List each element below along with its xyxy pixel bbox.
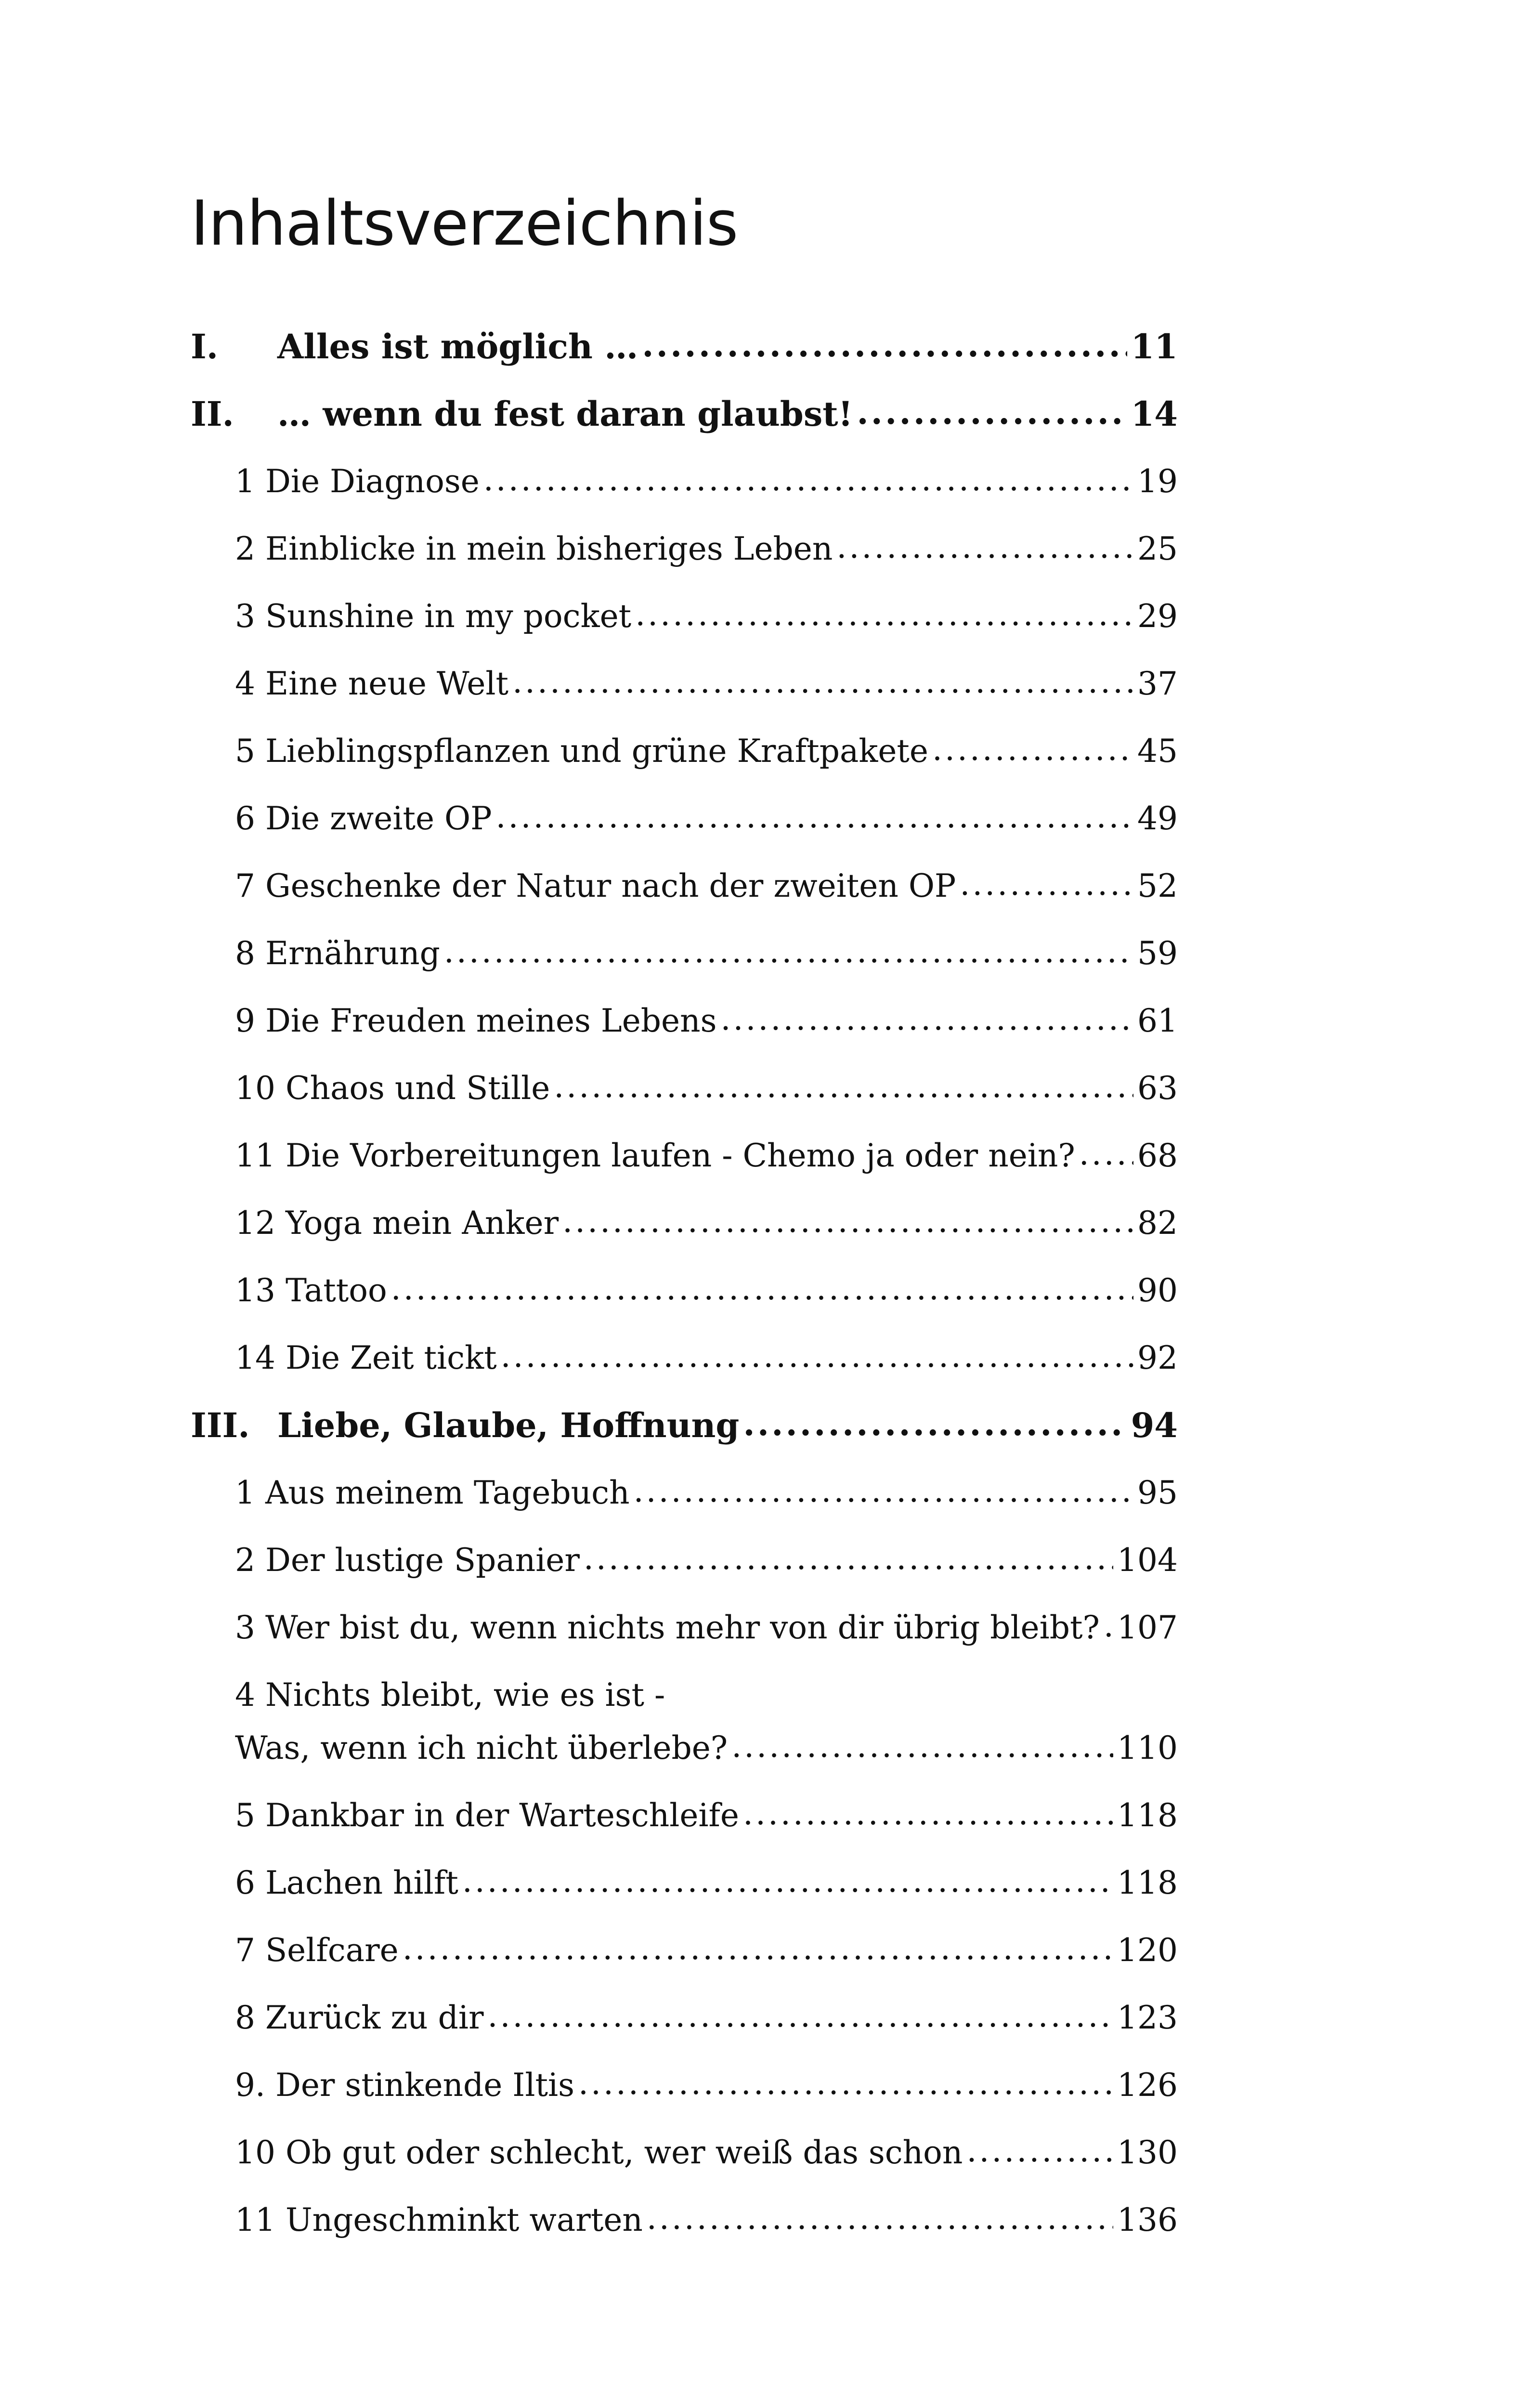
dot-leader — [720, 985, 1133, 1053]
page-number: 110 — [1117, 1729, 1178, 1767]
entry-title: 10 Chaos und Stille — [235, 1070, 550, 1107]
page-number: 52 — [1137, 867, 1178, 904]
dot-leader — [584, 1525, 1113, 1592]
page-number: 126 — [1117, 2067, 1178, 2104]
toc-entry[interactable] — [191, 2119, 1178, 2186]
dot-leader — [444, 918, 1133, 985]
page-number: 61 — [1137, 1002, 1178, 1039]
dot-leader — [391, 1255, 1133, 1322]
entry-title: Alles ist möglich … — [277, 327, 638, 366]
page-number: 19 — [1137, 463, 1178, 500]
page-number: 90 — [1137, 1272, 1178, 1309]
toc-entry[interactable] — [191, 1459, 1178, 1527]
entry-title-continued: Was, wenn ich nicht überlebe? — [235, 1729, 728, 1767]
dot-leader — [403, 1915, 1113, 1982]
dot-leader — [501, 1322, 1133, 1390]
page-number: 45 — [1137, 733, 1178, 770]
entry-title: 3 Wer bist du, wenn nichts mehr von dir übrig bleibt? — [235, 1609, 1100, 1646]
dot-leader — [857, 379, 1127, 446]
toc-entry[interactable] — [191, 1594, 1178, 1662]
toc-entry[interactable] — [191, 1190, 1178, 1257]
entry-title: 9. Der stinkende Iltis — [235, 2067, 574, 2104]
part-number: II. — [191, 394, 234, 434]
page-number: 29 — [1137, 598, 1178, 635]
page-number: 68 — [1137, 1137, 1178, 1174]
entry-title: 14 Die Zeit tickt — [235, 1339, 497, 1376]
page-number: 82 — [1137, 1204, 1178, 1242]
dot-leader — [647, 2185, 1113, 2252]
entry-title: 10 Ob gut oder schlecht, wer weiß das schon — [235, 2134, 963, 2171]
page-number: 136 — [1117, 2201, 1178, 2238]
dot-leader — [634, 1457, 1133, 1525]
toc-entry[interactable] — [191, 1662, 1178, 1782]
dot-leader — [635, 581, 1133, 648]
entry-title: 6 Lachen hilft — [235, 1864, 458, 1901]
page-number: 120 — [1117, 1932, 1178, 1969]
page-number: 95 — [1137, 1474, 1178, 1511]
entry-title: 5 Lieblingspflanzen und grüne Kraftpakete — [235, 733, 928, 770]
page-number: 130 — [1117, 2134, 1178, 2171]
toc-entry[interactable] — [191, 1324, 1178, 1392]
dot-leader — [743, 1390, 1127, 1457]
toc-entry[interactable] — [191, 1392, 1178, 1459]
entry-title: 3 Sunshine in my pocket — [235, 598, 632, 635]
entry-title: 11 Ungeschminkt warten — [235, 2201, 643, 2238]
entry-title: 8 Zurück zu dir — [235, 1999, 484, 2036]
dot-leader — [642, 311, 1127, 379]
page-title: Inhaltsverzeichnis — [191, 188, 738, 260]
toc-entry[interactable] — [191, 2186, 1178, 2254]
part-number: I. — [191, 327, 219, 366]
entry-title: 5 Dankbar in der Warteschleife — [235, 1797, 739, 1834]
page-number: 118 — [1117, 1864, 1178, 1901]
entry-title: 9 Die Freuden meines Lebens — [235, 1002, 717, 1039]
toc-entry[interactable] — [191, 987, 1178, 1055]
page-number: 63 — [1137, 1070, 1178, 1107]
toc-entry[interactable] — [191, 650, 1178, 718]
entry-title: 13 Tattoo — [235, 1272, 387, 1309]
dot-leader — [932, 716, 1133, 783]
dot-leader — [966, 2117, 1113, 2185]
toc-entry[interactable] — [191, 852, 1178, 920]
dot-leader — [496, 783, 1133, 851]
toc-entry[interactable] — [191, 515, 1178, 583]
toc-entry[interactable] — [191, 1984, 1178, 2052]
entry-title: 1 Aus meinem Tagebuch — [235, 1474, 630, 1511]
page-number: 107 — [1117, 1609, 1178, 1646]
entry-title: 7 Geschenke der Natur nach der zweiten OP — [235, 867, 956, 904]
entry-title: 8 Ernährung — [235, 935, 440, 972]
page-number: 25 — [1137, 530, 1178, 567]
page-number: 49 — [1137, 800, 1178, 837]
dot-leader — [743, 1780, 1113, 1847]
page-number: 14 — [1131, 394, 1178, 434]
toc-entry[interactable] — [191, 920, 1178, 987]
part-number: III. — [191, 1405, 250, 1445]
entry-title: 11 Die Vorbereitungen laufen - Chemo ja oder nein? — [235, 1137, 1075, 1174]
dot-leader — [578, 2050, 1113, 2117]
toc-entry[interactable] — [191, 380, 1178, 448]
toc-entry[interactable] — [191, 1527, 1178, 1594]
page-number: 104 — [1117, 1542, 1178, 1579]
dot-leader — [512, 648, 1133, 716]
page-number: 123 — [1117, 1999, 1178, 2036]
toc-entry[interactable] — [191, 2052, 1178, 2119]
dot-leader — [483, 446, 1133, 513]
dot-leader — [488, 1982, 1114, 2050]
toc-entry[interactable] — [191, 785, 1178, 852]
toc-entry[interactable] — [191, 313, 1178, 380]
dot-leader — [731, 1717, 1113, 1775]
toc-entry[interactable] — [191, 1849, 1178, 1917]
entry-title: 2 Einblicke in mein bisheriges Leben — [235, 530, 833, 567]
entry-title: 12 Yoga mein Anker — [235, 1204, 559, 1242]
dot-leader — [1079, 1120, 1133, 1188]
dot-leader — [462, 1847, 1113, 1915]
page-number: 118 — [1117, 1797, 1178, 1834]
entry-title: 6 Die zweite OP — [235, 800, 492, 837]
page-number: 94 — [1131, 1405, 1178, 1445]
page-number: 92 — [1137, 1339, 1178, 1376]
entry-title: … wenn du fest daran glaubst! — [277, 394, 853, 434]
toc-entry[interactable] — [191, 1782, 1178, 1849]
toc-entry[interactable] — [191, 1257, 1178, 1324]
toc-entry[interactable] — [191, 583, 1178, 650]
page-number: 11 — [1131, 327, 1178, 366]
entry-title: 7 Selfcare — [235, 1932, 399, 1969]
dot-leader — [562, 1188, 1133, 1255]
dot-leader — [960, 851, 1133, 918]
entry-title: Liebe, Glaube, Hoffnung — [277, 1405, 740, 1445]
toc-entry[interactable] — [191, 1122, 1178, 1190]
entry-title: 4 Eine neue Welt — [235, 665, 509, 702]
dot-leader — [1104, 1592, 1113, 1660]
entry-title: 1 Die Diagnose — [235, 463, 480, 500]
toc-entry[interactable] — [191, 1055, 1178, 1122]
toc-entry[interactable] — [191, 718, 1178, 785]
entry-title: 4 Nichts bleibt, wie es ist - — [235, 1676, 665, 1714]
toc-entry[interactable] — [191, 1917, 1178, 1984]
page-number: 37 — [1137, 665, 1178, 702]
dot-leader — [554, 1053, 1133, 1120]
entry-title: 2 Der lustige Spanier — [235, 1542, 580, 1579]
dot-leader — [836, 513, 1133, 581]
table-of-contents — [191, 313, 1178, 2254]
toc-entry[interactable] — [191, 448, 1178, 515]
page-number: 59 — [1137, 935, 1178, 972]
